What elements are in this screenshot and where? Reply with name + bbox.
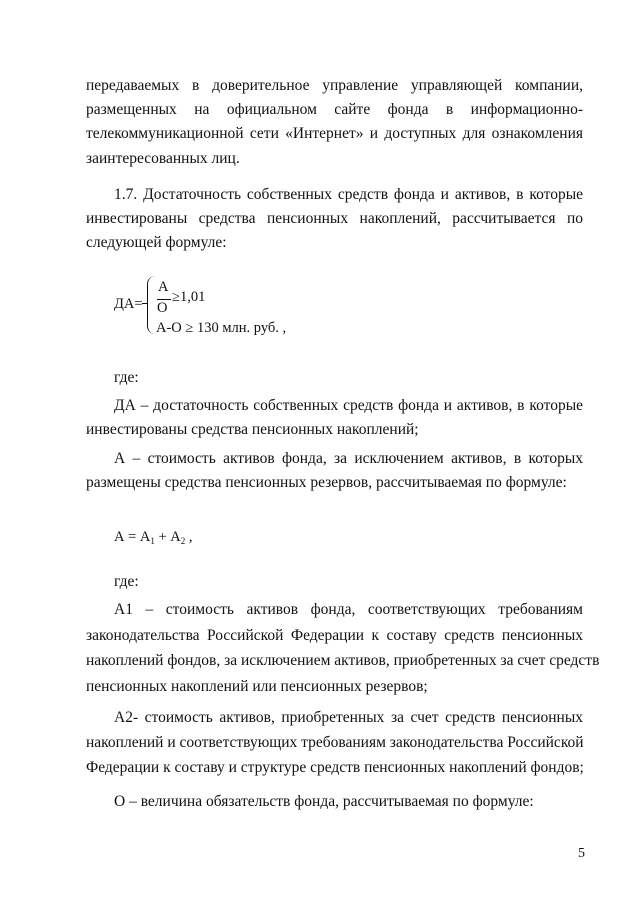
text-line: А – стоимость активов фонда, за исключением активов, в которых: [114, 450, 583, 467]
paragraph-intro: [86, 74, 583, 171]
label-where: где:: [114, 369, 139, 386]
paragraph-a-definition: [86, 447, 583, 495]
text-line: размещены средства пенсионных резервов, рассчитываемая по формуле:: [86, 474, 567, 492]
text-line: А1 – стоимость активов фонда, соответствующих требованиям: [114, 601, 583, 618]
text-line: телекоммуникационной сети «Интернет» и доступных для ознакомления: [86, 125, 583, 143]
formula-a: [114, 529, 193, 546]
text-line: А2- стоимость активов, приобретенных за счет средств пенсионных: [114, 709, 583, 726]
text-line: накоплений и соответствующих требованиям законодательства Российской: [86, 734, 584, 751]
formula-brace: [147, 276, 155, 334]
subscript-2: 2: [180, 536, 186, 546]
formula-numerator: А: [158, 279, 169, 295]
text-line: пенсионных накоплений или пенсионных резервов;: [86, 677, 428, 695]
text-line: следующей формуле:: [86, 234, 227, 252]
formula-a-plus: + А: [154, 529, 181, 545]
text-line: размещенных на официальном сайте фонда в информационно-: [86, 101, 583, 119]
text-line: законодательства Российской Федерации к составу средств пенсионных: [86, 626, 583, 644]
text-line: накоплений фондов, за исключением активов, приобретенных за счет средств: [86, 652, 600, 669]
text-line: 1.7. Достаточность собственных средств фонда и активов, в которые: [114, 186, 583, 203]
formula-a-lhs: А = А: [114, 529, 151, 545]
formula-da-lhs: ДА=: [114, 296, 143, 312]
subscript-1: 1: [150, 536, 155, 546]
text-line: заинтересованных лиц.: [86, 149, 240, 167]
text-line: Федерации к составу и структуре средств пенсионных накоплений фондов;: [86, 759, 584, 776]
label-where: где:: [114, 573, 139, 590]
text-line: инвестированы средства пенсионных накоплений, рассчитывается по: [86, 210, 583, 228]
formula-condition-1: ≥1,01: [172, 289, 206, 305]
formula-a-tail: ,: [185, 529, 193, 545]
formula-condition-2: А-О ≥ 130 млн. руб. ,: [156, 320, 287, 336]
page-number: 5: [578, 846, 585, 861]
text-line: ДА – достаточность собственных средств фонда и активов, в которые: [114, 397, 583, 414]
paragraph-a2-definition: [86, 705, 583, 780]
text-line: инвестированы средства пенсионных накоплений;: [86, 421, 419, 439]
formula-denominator: О: [157, 300, 168, 316]
paragraph-1-7: [86, 183, 583, 256]
paragraph-a1-definition: [86, 597, 600, 699]
text-line: О – величина обязательств фонда, рассчитываемая по формуле:: [114, 793, 534, 810]
paragraph-da-definition: [86, 394, 583, 442]
paragraph-o-definition: [86, 790, 583, 814]
text-line: передаваемых в доверительное управление управляющей компании,: [86, 77, 583, 94]
